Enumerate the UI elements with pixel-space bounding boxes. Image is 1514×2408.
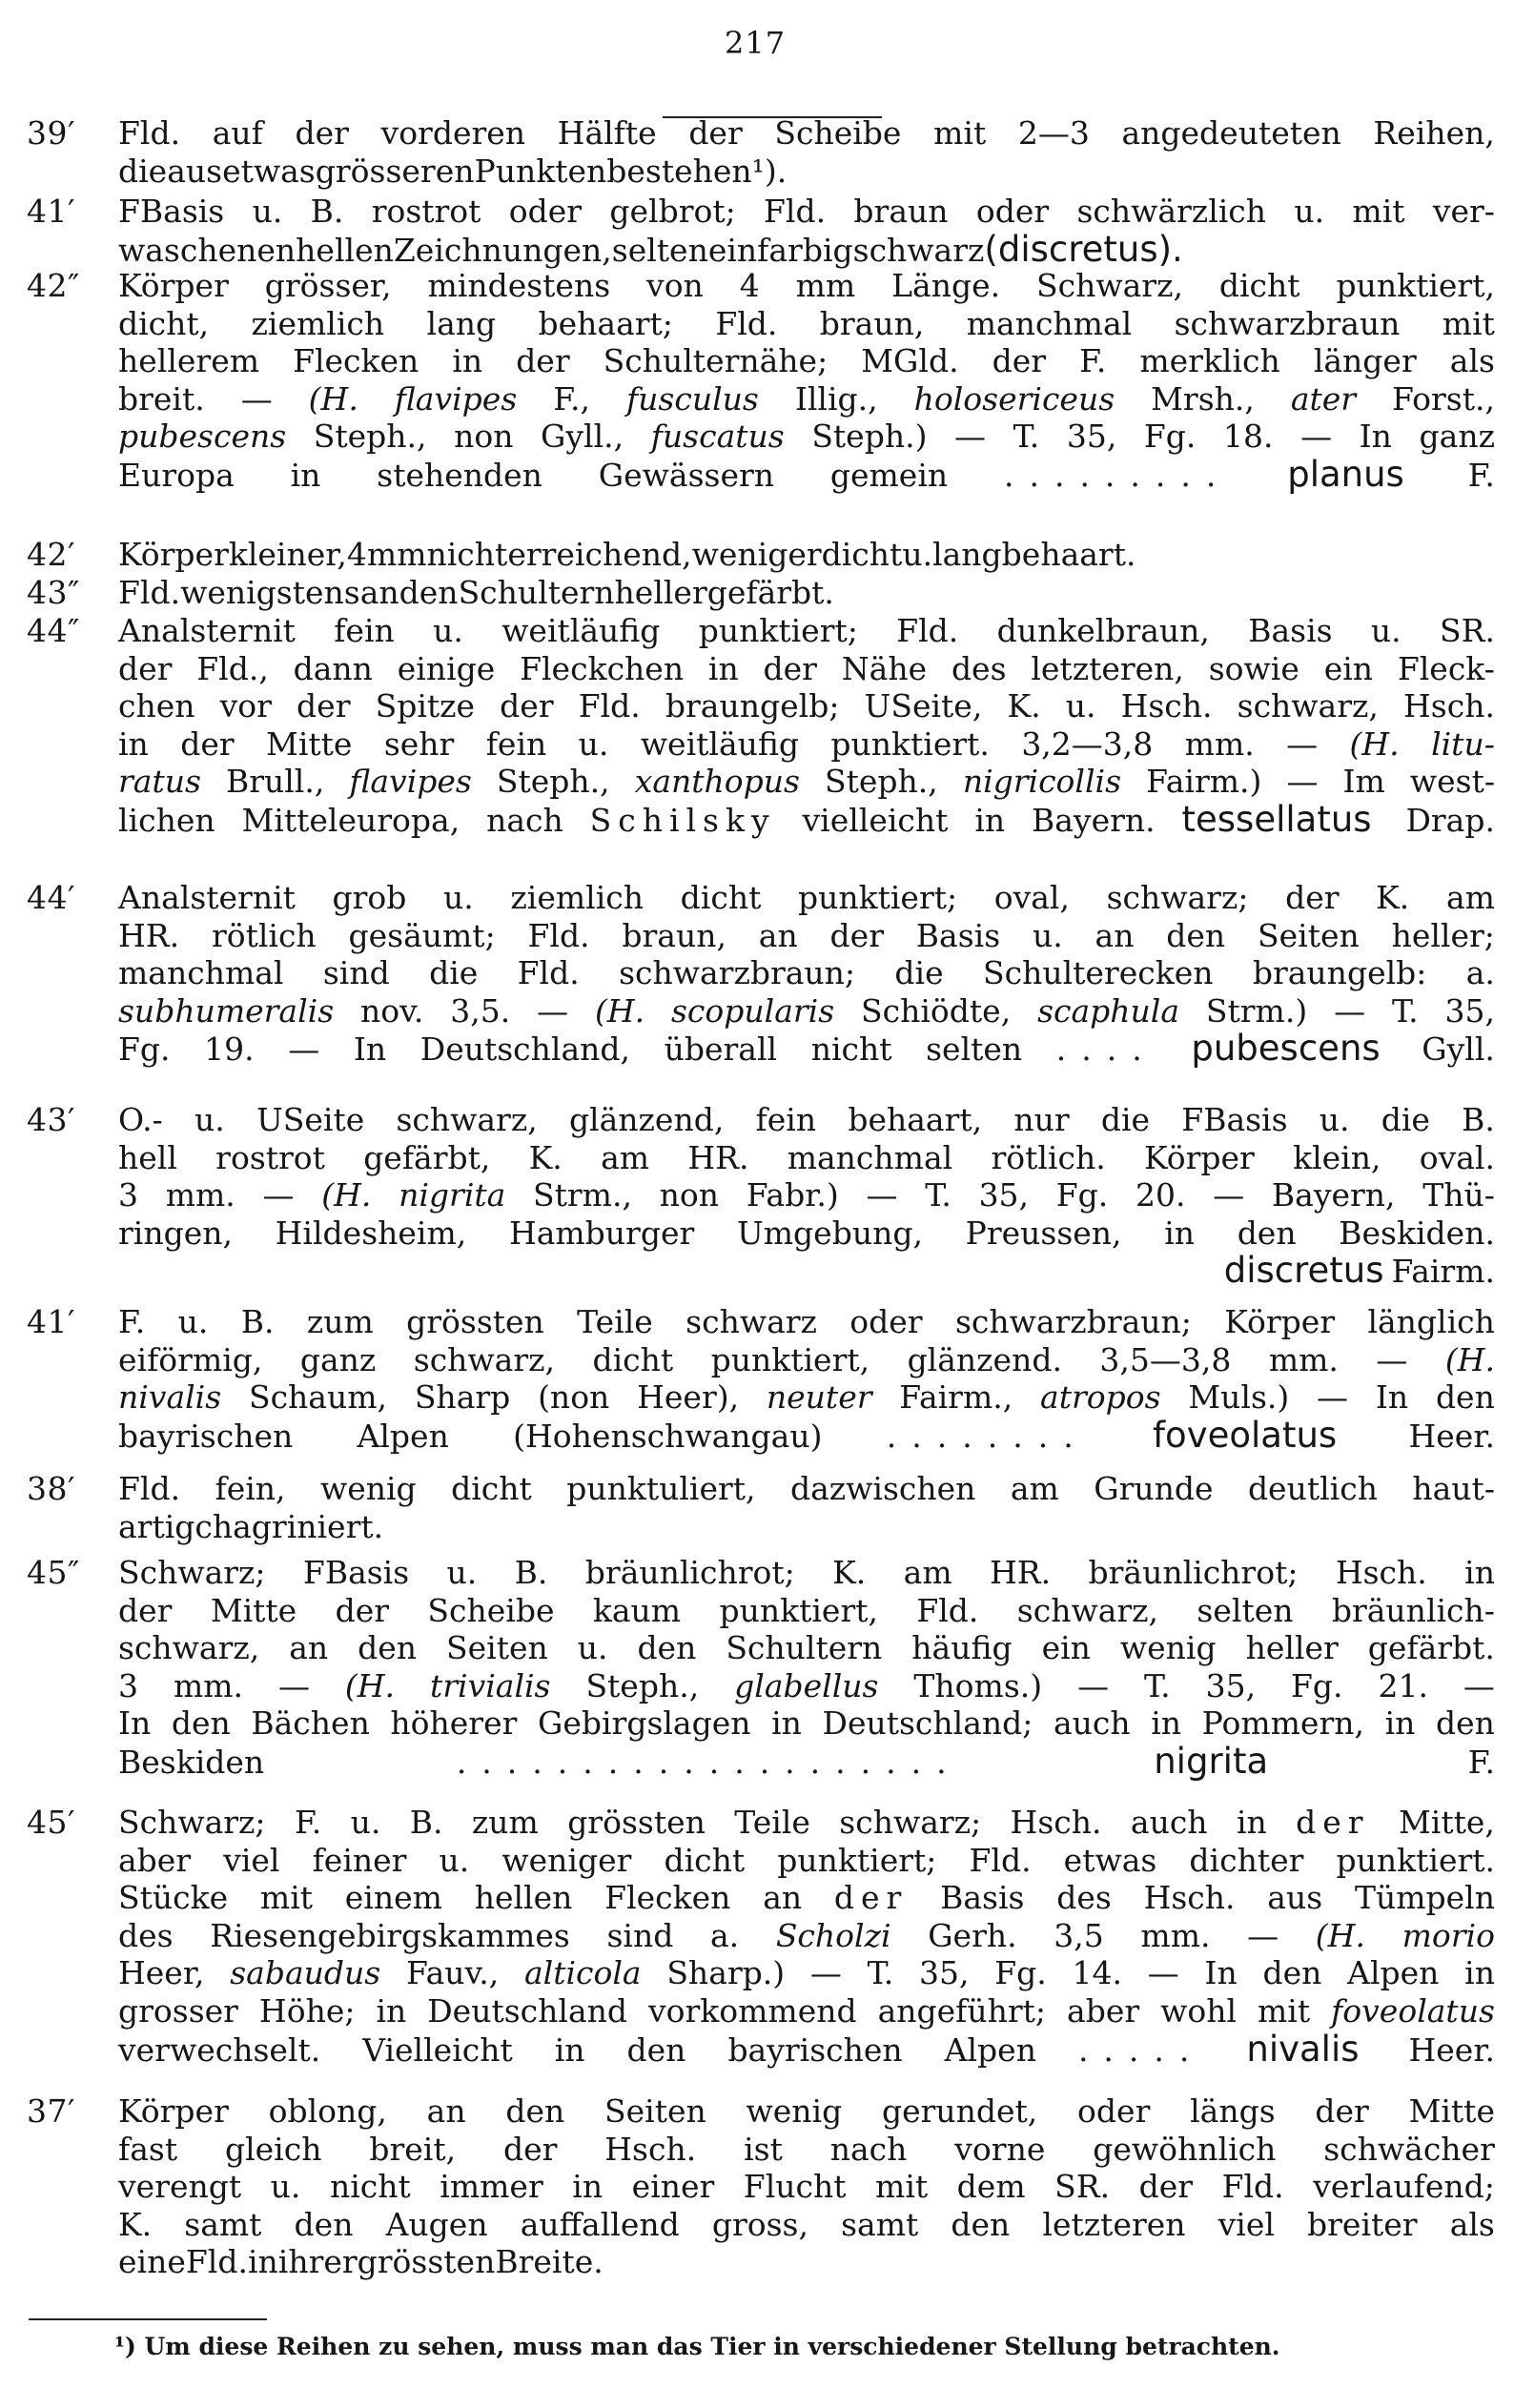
entry-line: verwechselt. Vielleicht in den bayrischen Alpen ..... nivalis Heer. <box>118 2029 1495 2070</box>
entry-line: O.- u. USeite schwarz, glänzend, fein behaart, nur die FBasis u. die B. <box>118 1101 1495 1138</box>
entry-number: 42′ <box>27 536 75 573</box>
entry-number: 44′ <box>27 879 75 916</box>
entry-line: grosser Höhe; in Deutschland vorkommend angeführt; aber wohl mit foveolatus <box>118 1992 1495 2030</box>
entry-line: Heer, sabaudus Fauv., alticola Sharp.) — T. 35, Fg. 14. — In den Alpen in <box>118 1954 1495 1991</box>
entry-number: 41′ <box>27 193 75 230</box>
footnote-rule <box>29 2318 267 2320</box>
entry-line: waschenen hellen Zeichnungen, selten einfarbig schwarz (discretus). <box>118 229 1183 270</box>
entry-line: in der Mitte sehr fein u. weitläufig punktiert. 3,2—3,8 mm. — (H. litu- <box>118 725 1495 763</box>
footnote: ¹) Um diese Reihen zu sehen, muss man das Tier in verschiedener Stellung betrachten. <box>114 2333 1280 2360</box>
entry-line: Europa in stehenden Gewässern gemein ......... planus F. <box>118 454 1495 495</box>
entry-line: nivalis Schaum, Sharp (non Heer), neuter Fairm., atropos Muls.) — In den <box>118 1378 1495 1416</box>
entry-line: subhumeralis nov. 3,5. — (H. scopularis Schiödte, scaphula Strm.) — T. 35, <box>118 992 1495 1030</box>
entry-line: Körper kleiner, 4 mm nicht erreichend, weniger dicht u. lang behaart. <box>118 536 1136 573</box>
entry-line: discretus Fairm. <box>1223 1250 1495 1291</box>
entry-line: HR. rötlich gesäumt; Fld. braun, an der Basis u. an den Seiten heller; <box>118 917 1495 954</box>
entry-line: Stücke mit einem hellen Flecken an der Basis des Hsch. aus Tümpeln <box>118 1879 1495 1916</box>
entry-number: 42″ <box>27 267 80 304</box>
entry-line: ratus Brull., flavipes Steph., xanthopus Steph., nigricollis Fairm.) — Im west- <box>118 763 1495 800</box>
entry-number: 39′ <box>27 114 75 152</box>
entry-line: dicht, ziemlich lang behaart; Fld. braun, manchmal schwarzbraun mit <box>118 305 1495 342</box>
entry-line: bayrischen Alpen (Hohenschwangau) ........ foveolatus Heer. <box>118 1415 1495 1456</box>
entry-line: Beskiden .................... nigrita F. <box>118 1741 1495 1782</box>
entry-line: chen vor der Spitze der Fld. braungelb; USeite, K. u. Hsch. schwarz, Hsch. <box>118 687 1495 724</box>
entry-line: Schwarz; F. u. B. zum grössten Teile schwarz; Hsch. auch in der Mitte, <box>118 1804 1495 1841</box>
entry-number: 45′ <box>27 1804 75 1841</box>
entry-line: 3 mm. — (H. trivialis Steph., glabellus Thoms.) — T. 35, Fg. 21. — <box>118 1667 1495 1704</box>
entry-line: fast gleich breit, der Hsch. ist nach vorne gewöhnlich schwächer <box>118 2131 1495 2168</box>
entry-number: 41′ <box>27 1303 75 1340</box>
entry-number: 43′ <box>27 1101 75 1138</box>
entry-line: Fg. 19. — In Deutschland, überall nicht selten .... pubescens Gyll. <box>118 1028 1495 1069</box>
entry-line: verengt u. nicht immer in einer Flucht mit dem SR. der Fld. verlaufend; <box>118 2168 1495 2205</box>
entry-line: K. samt den Augen auffallend gross, samt den letzteren viel breiter als <box>118 2206 1495 2243</box>
entry-line: pubescens Steph., non Gyll., fuscatus Steph.) — T. 35, Fg. 18. — In ganz <box>118 418 1495 455</box>
entry-line: FBasis u. B. rostrot oder gelbrot; Fld. braun oder schwärzlich u. mit ver- <box>118 193 1495 230</box>
entry-line: des Riesengebirgskammes sind a. Scholzi Gerh. 3,5 mm. — (H. morio <box>118 1917 1495 1954</box>
entry-line: eiförmig, ganz schwarz, dicht punktiert, glänzend. 3,5—3,8 mm. — (H. <box>118 1341 1495 1378</box>
entry-number: 38′ <box>27 1470 75 1507</box>
entry-line: die aus etwas grösseren Punkten bestehen ¹). <box>118 153 788 190</box>
entry-line: In den Bächen höherer Gebirgslagen in Deutschland; auch in Pommern, in den <box>118 1704 1495 1742</box>
entry-line: artig chagriniert. <box>118 1508 384 1545</box>
page-number: 217 <box>725 25 787 61</box>
entry-line: der Fld., dann einige Fleckchen in der Nähe des letzteren, sowie ein Fleck- <box>118 650 1495 687</box>
entry-line: lichen Mitteleuropa, nach Schilsky vielleicht in Bayern. tessellatus Drap. <box>118 799 1495 840</box>
entry-line: breit. — (H. flavipes F., fusculus Illig., holosericeus Mrsh., ater Forst., <box>118 380 1495 418</box>
entry-line: Schwarz; FBasis u. B. bräunlichrot; K. am HR. bräunlichrot; Hsch. in <box>118 1554 1495 1591</box>
entry-line: F. u. B. zum grössten Teile schwarz oder schwarzbraun; Körper länglich <box>118 1303 1495 1340</box>
entry-line: hell rostrot gefärbt, K. am HR. manchmal rötlich. Körper klein, oval. <box>118 1139 1495 1176</box>
entry-line: Körper grösser, mindestens von 4 mm Länge. Schwarz, dicht punktiert, <box>118 267 1495 304</box>
entry-line: manchmal sind die Fld. schwarzbraun; die Schulterecken braungelb: a. <box>118 954 1495 991</box>
entry-number: 44″ <box>27 612 80 649</box>
entry-line: Fld. auf der vorderen Hälfte der Scheibe mit 2—3 angedeuteten Reihen, <box>118 114 1495 152</box>
entry-line: ringen, Hildesheim, Hamburger Umgebung, Preussen, in den Beskiden. <box>118 1214 1495 1252</box>
entry-line: schwarz, an den Seiten u. den Schultern häufig ein wenig heller gefärbt. <box>118 1629 1495 1666</box>
entry-line: Analsternit fein u. weitläufig punktiert; Fld. dunkelbraun, Basis u. SR. <box>118 612 1495 649</box>
entry-number: 43″ <box>27 574 80 611</box>
entry-line: 3 mm. — (H. nigrita Strm., non Fabr.) — T. 35, Fg. 20. — Bayern, Thü- <box>118 1176 1495 1214</box>
entry-line: Körper oblong, an den Seiten wenig gerundet, oder längs der Mitte <box>118 2092 1495 2130</box>
entry-line: Fld. fein, wenig dicht punktuliert, dazwischen am Grunde deutlich haut- <box>118 1470 1495 1507</box>
entry-line: Analsternit grob u. ziemlich dicht punktiert; oval, schwarz; der K. am <box>118 879 1495 916</box>
entry-line: Fld. wenigstens an den Schultern heller gefärbt. <box>118 574 834 611</box>
entry-line: eine Fld. in ihrer grössten Breite. <box>118 2243 604 2280</box>
entry-number: 37′ <box>27 2092 75 2130</box>
entry-line: hellerem Flecken in der Schulternähe; MGld. der F. merklich länger als <box>118 342 1495 379</box>
entry-line: der Mitte der Scheibe kaum punktiert, Fld. schwarz, selten bräunlich- <box>118 1592 1495 1629</box>
entry-line: aber viel feiner u. weniger dicht punktiert; Fld. etwas dichter punktiert. <box>118 1842 1495 1879</box>
entry-number: 45″ <box>27 1554 80 1591</box>
